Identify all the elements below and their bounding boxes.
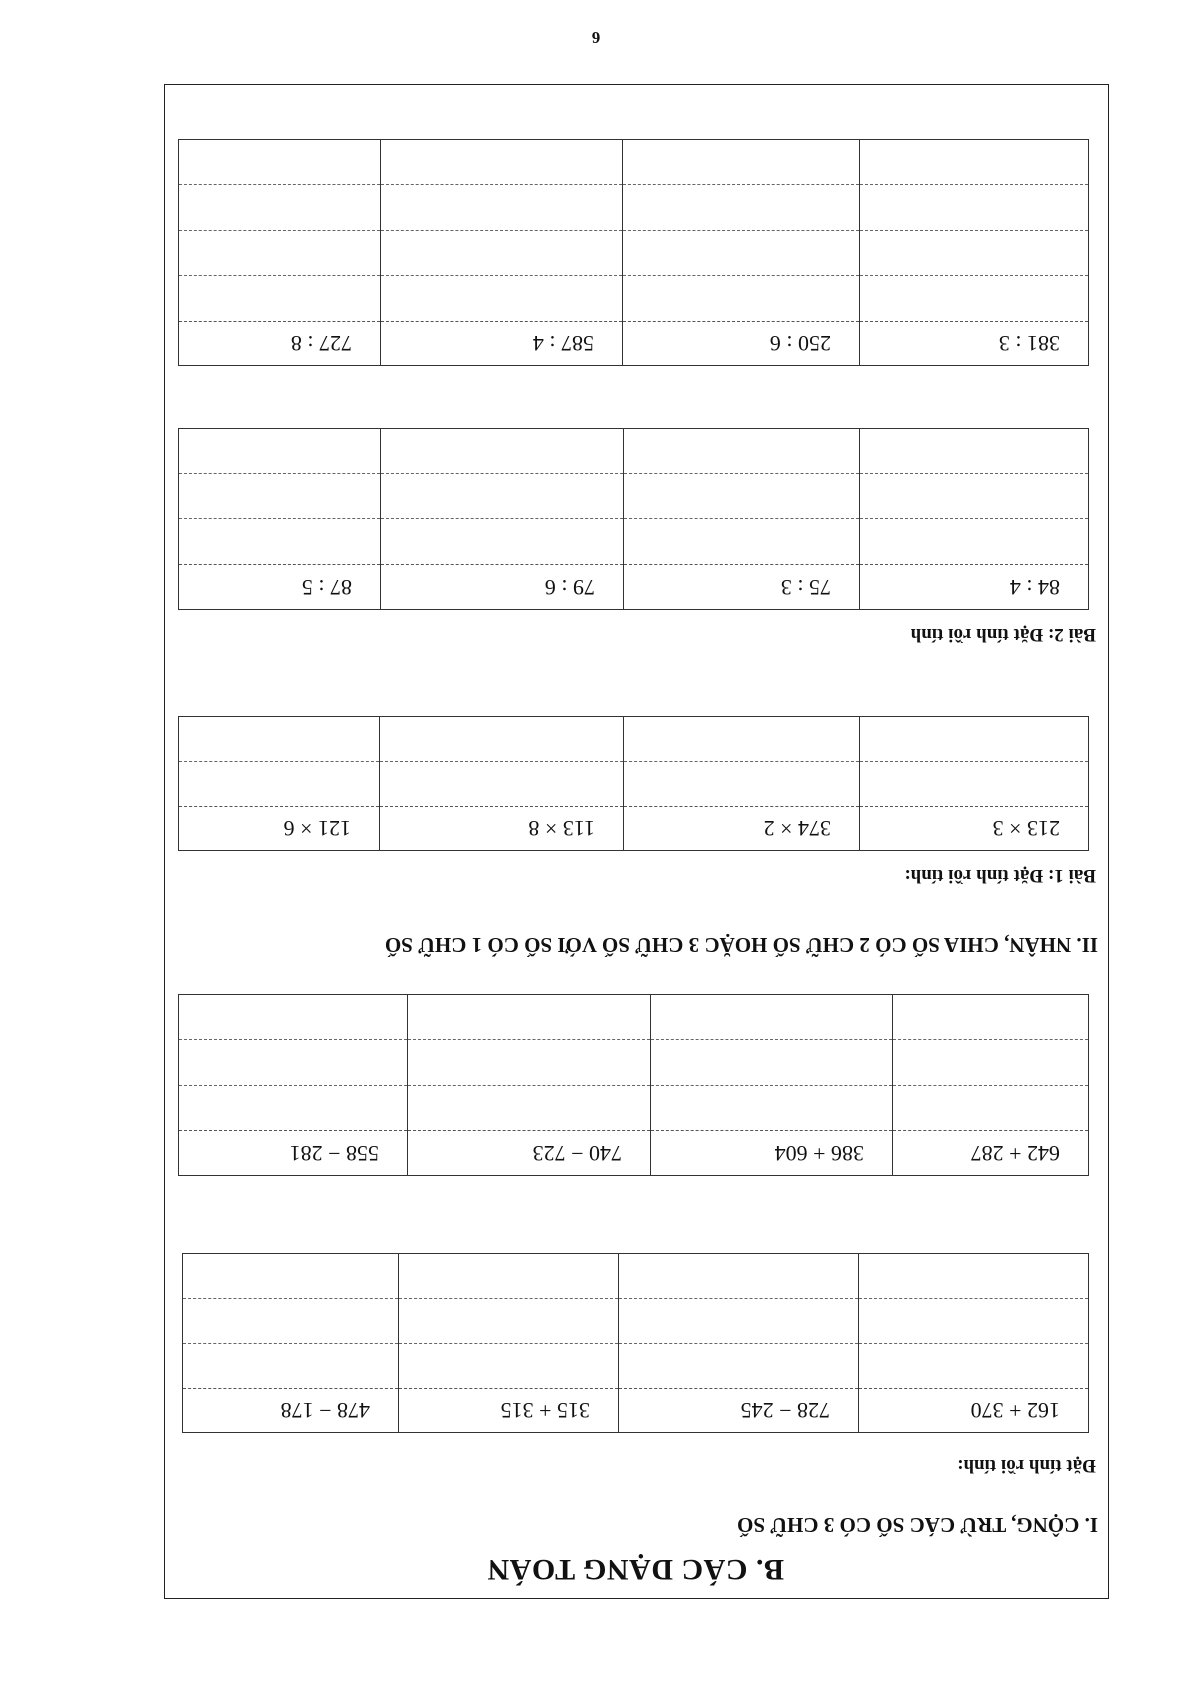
exercise-table [182,1253,1089,1433]
section-1-heading: I. CỘNG, TRỪ CÁC SỐ CÓ 3 CHỮ SỐ [737,1513,1098,1537]
exercise-cell: 79 : 6 [381,565,624,610]
exercise-cell: 728 − 245 [619,1389,859,1433]
exercise-cell: 84 : 4 [860,565,1089,610]
page-title: B. CÁC DẠNG TOÁN [487,1553,784,1586]
section-2-heading: II. NHÂN, CHIA SỐ CÓ 2 CHỮ SỐ HOẶC 3 CHỮ SỐ VỚI SỐ CÓ 1 CHỮ SỐ [384,933,1098,957]
exercise-cell: 478 − 178 [183,1389,399,1433]
exercise-cell: 642 + 287 [893,1131,1089,1176]
exercise-table [178,994,1089,1176]
exercise-cell: 213 × 3 [860,807,1089,851]
exercise-cell: 113 × 8 [380,807,624,851]
exercise-table [178,716,1089,851]
exercise-cell: 87 : 5 [179,565,381,610]
exercise-cell: 250 : 6 [623,322,860,366]
exercise-table [178,428,1089,610]
exercise-cell: 75 : 3 [624,565,860,610]
exercise-table [178,139,1089,366]
exercise-cell: 727 : 8 [179,322,381,366]
exercise-1-label: Bài 1: Đặt tính rồi tính: [904,865,1096,886]
exercise-2-label: Bài 2: Đặt tính rồi tính [910,624,1096,645]
content-frame [164,84,1109,1599]
exercise-cell: 162 + 370 [859,1389,1089,1433]
section-1-instruction: Đặt tính rồi tính: [957,1455,1096,1476]
exercise-cell: 386 + 604 [651,1131,893,1176]
exercise-cell: 121 × 6 [179,807,380,851]
page-number: 6 [591,28,601,47]
exercise-cell: 381 : 3 [860,322,1089,366]
exercise-cell: 740 − 723 [408,1131,651,1176]
exercise-cell: 374 × 2 [624,807,860,851]
exercise-cell: 558 − 281 [179,1131,408,1176]
exercise-cell: 587 : 4 [381,322,623,366]
exercise-cell: 315 + 315 [399,1389,619,1433]
